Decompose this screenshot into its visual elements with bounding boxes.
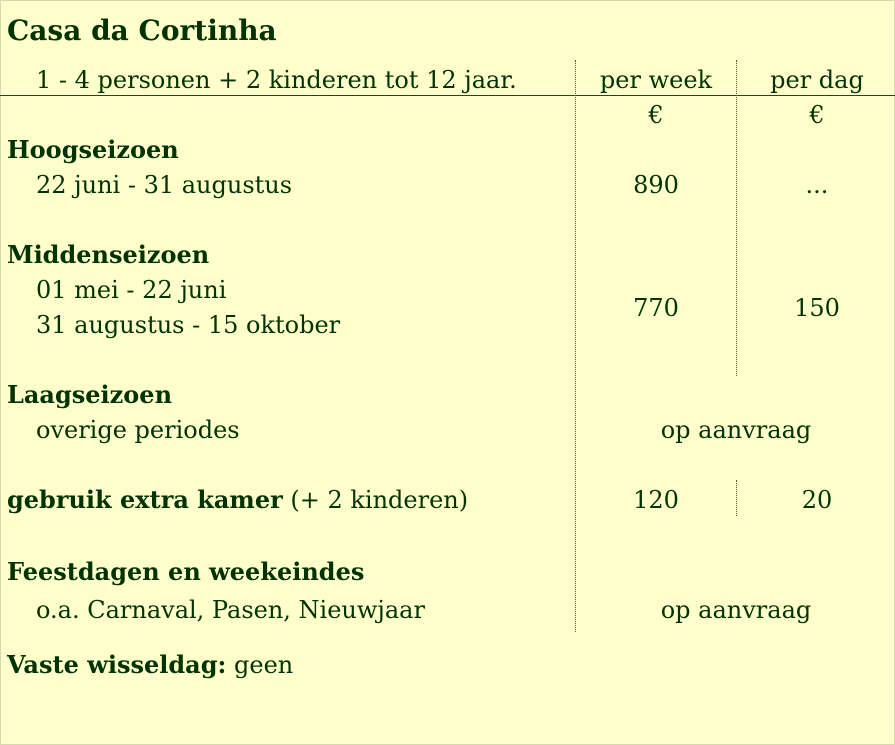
page-title: Casa da Cortinha bbox=[7, 14, 277, 47]
middenseizoen-period-1: 01 mei - 22 juni bbox=[36, 276, 227, 304]
laagseizoen-period: overige periodes bbox=[36, 416, 240, 444]
laagseizoen-heading: Laagseizoen bbox=[7, 380, 173, 409]
middenseizoen-period-2: 31 augustus - 15 oktober bbox=[36, 311, 341, 339]
column-divider-right bbox=[736, 60, 737, 376]
extra-kamer-note: (+ 2 kinderen) bbox=[290, 486, 469, 514]
currency-week: € bbox=[648, 101, 664, 129]
wisseldag-row bbox=[7, 650, 293, 680]
feestdagen-price: op aanvraag bbox=[660, 596, 812, 624]
per-week-header: per week bbox=[599, 66, 713, 94]
wisseldag-value: geen bbox=[234, 651, 294, 679]
header-divider bbox=[0, 95, 895, 96]
hoogseizoen-day-price: ... bbox=[805, 171, 829, 199]
persons-label: 1 - 4 personen + 2 kinderen tot 12 jaar. bbox=[36, 66, 517, 94]
per-day-header: per dag bbox=[770, 66, 864, 94]
feestdagen-heading: Feestdagen en weekeindes bbox=[7, 557, 365, 586]
extra-kamer-heading: gebruik extra kamer bbox=[7, 485, 283, 514]
feestdagen-period: o.a. Carnaval, Pasen, Nieuwjaar bbox=[36, 596, 425, 624]
middenseizoen-heading: Middenseizoen bbox=[7, 240, 210, 269]
wisseldag-label: Vaste wisseldag: bbox=[7, 650, 227, 679]
column-divider-left bbox=[575, 60, 576, 632]
extra-kamer-row bbox=[7, 485, 468, 515]
hoogseizoen-heading: Hoogseizoen bbox=[7, 135, 179, 164]
hoogseizoen-week-price: 890 bbox=[633, 171, 679, 199]
laagseizoen-price: op aanvraag bbox=[660, 416, 812, 444]
extra-kamer-day-price: 20 bbox=[801, 486, 833, 514]
middenseizoen-day-price: 150 bbox=[794, 294, 840, 322]
extra-kamer-week-price: 120 bbox=[633, 486, 679, 514]
hoogseizoen-period: 22 juni - 31 augustus bbox=[36, 171, 293, 199]
middenseizoen-week-price: 770 bbox=[633, 294, 679, 322]
currency-day: € bbox=[809, 101, 825, 129]
column-divider-right-extra bbox=[736, 480, 737, 516]
